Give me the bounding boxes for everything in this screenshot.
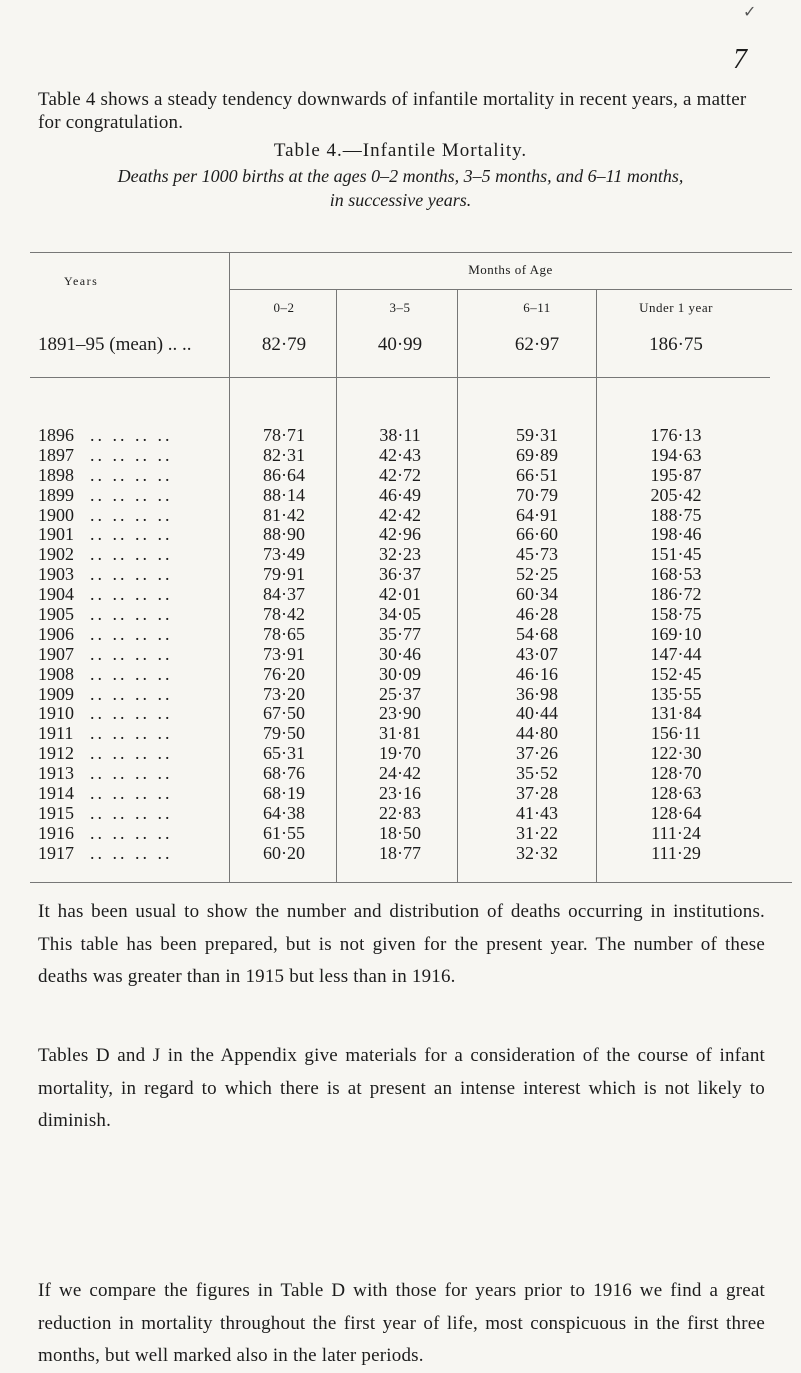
table-row: [0, 465, 801, 485]
row-leader-dots: .. .. .. ..: [90, 524, 173, 545]
row-leader-dots: .. .. .. ..: [90, 464, 173, 485]
row-value-0-2: 61·55: [263, 822, 305, 843]
row-value-under-1: 151·45: [650, 544, 702, 565]
row-value-3-5: 36·37: [379, 564, 421, 585]
row-value-0-2: 73·49: [263, 544, 305, 565]
mean-value: 82·79: [261, 334, 307, 355]
table-top-rule: [30, 252, 792, 253]
row-leader-dots: .. .. .. ..: [90, 584, 173, 605]
row-value-3-5: 42·96: [379, 524, 421, 545]
row-year: 1900: [38, 504, 74, 525]
row-value-6-11: 64·91: [516, 504, 558, 525]
row-value-0-2: 76·20: [263, 663, 305, 684]
row-leader-dots: .. .. .. ..: [90, 643, 173, 664]
row-value-under-1: 168·53: [650, 564, 702, 585]
row-year: 1912: [38, 743, 74, 764]
row-value-3-5: 42·43: [379, 444, 421, 465]
row-leader-dots: .. .. .. ..: [90, 504, 173, 525]
row-year: 1914: [38, 783, 74, 804]
row-value-6-11: 69·89: [516, 444, 558, 465]
row-value-3-5: 22·83: [379, 802, 421, 823]
mean-label: 1891–95 (mean) .. ..: [38, 334, 192, 355]
row-year: 1907: [38, 643, 74, 664]
paragraph-institutions: It has been usual to show the number and distribution of deaths occurring in institutions. This table has been prepared, but is not given for the present year. The number of these deaths was greater than in 1915 but less than in 1916.: [38, 901, 765, 988]
row-value-6-11: 44·80: [516, 723, 558, 744]
row-year: 1903: [38, 564, 74, 585]
row-value-0-2: 81·42: [263, 504, 305, 525]
row-value-0-2: 73·20: [263, 683, 305, 704]
row-year: 1908: [38, 663, 74, 684]
row-leader-dots: .. .. .. ..: [90, 743, 173, 764]
row-value-0-2: 79·91: [263, 564, 305, 585]
row-value-0-2: 65·31: [263, 743, 305, 764]
row-value-3-5: 30·46: [379, 643, 421, 664]
row-value-6-11: 37·26: [516, 743, 558, 764]
table-row: [0, 644, 801, 664]
col-header-under-1-year: Under 1 year: [639, 300, 713, 315]
row-value-under-1: 176·13: [650, 425, 702, 445]
row-leader-dots: .. .. .. ..: [90, 842, 173, 863]
row-value-3-5: 42·72: [379, 464, 421, 485]
row-leader-dots: .. .. .. ..: [90, 783, 173, 804]
row-value-under-1: 131·84: [650, 703, 702, 724]
row-value-0-2: 88·90: [263, 524, 305, 545]
table-row: [0, 723, 801, 743]
table-row: [0, 823, 801, 843]
row-value-under-1: 128·70: [650, 763, 702, 784]
row-value-under-1: 194·63: [650, 444, 702, 465]
row-value-3-5: 46·49: [379, 484, 421, 505]
row-value-3-5: 25·37: [379, 683, 421, 704]
table-row: [0, 584, 801, 604]
row-leader-dots: .. .. .. ..: [90, 623, 173, 644]
table-subtitle: [0, 164, 801, 212]
row-value-0-2: 78·71: [263, 425, 305, 445]
row-year: 1901: [38, 524, 74, 545]
row-value-0-2: 73·91: [263, 643, 305, 664]
table-row: [0, 783, 801, 803]
row-value-3-5: 23·16: [379, 783, 421, 804]
row-year: 1916: [38, 822, 74, 843]
row-leader-dots: .. .. .. ..: [90, 802, 173, 823]
col-header-3-5: 3–5: [389, 300, 411, 315]
row-value-3-5: 24·42: [379, 763, 421, 784]
row-year: 1906: [38, 623, 74, 644]
row-leader-dots: .. .. .. ..: [90, 544, 173, 565]
row-value-under-1: 128·64: [650, 802, 702, 823]
row-leader-dots: .. .. .. ..: [90, 703, 173, 724]
row-year: 1897: [38, 444, 74, 465]
row-value-under-1: 111·24: [651, 822, 701, 843]
row-value-3-5: 34·05: [379, 604, 421, 625]
table-row: [0, 445, 801, 465]
row-value-under-1: 122·30: [650, 743, 702, 764]
row-value-0-2: 68·19: [263, 783, 305, 804]
row-value-0-2: 88·14: [263, 484, 305, 505]
row-value-6-11: 41·43: [516, 802, 558, 823]
row-value-3-5: 23·90: [379, 703, 421, 724]
row-value-6-11: 31·22: [516, 822, 558, 843]
table-subtitle-line2: in successive years.: [329, 190, 472, 210]
row-value-under-1: 188·75: [650, 504, 702, 525]
mean-row: [0, 334, 801, 364]
row-value-6-11: 43·07: [516, 643, 558, 664]
row-value-0-2: 84·37: [263, 584, 305, 605]
row-year: 1905: [38, 604, 74, 625]
table-row: [0, 703, 801, 723]
row-value-under-1: 111·29: [651, 842, 701, 863]
table-subtitle-line1: Deaths per 1000 births at the ages 0–2 months, 3–5 months, and 6–11 months,: [117, 166, 684, 186]
header-months-of-age: Months of Age: [468, 262, 553, 277]
row-value-under-1: 169·10: [650, 623, 702, 644]
mean-rule-right: [470, 377, 770, 378]
table-row: [0, 425, 801, 445]
row-year: 1915: [38, 802, 74, 823]
mean-value: 62·97: [514, 334, 560, 355]
paragraph-appendix: Tables D and J in the Appendix give materials for a consideration of the course of infant mortality, in regard to which there is at present an intense interest which is not likely to diminish.: [38, 1045, 765, 1132]
tick-mark: ✓: [743, 4, 757, 21]
table-row: [0, 604, 801, 624]
row-value-3-5: 18·77: [379, 842, 421, 863]
row-year: 1904: [38, 584, 74, 605]
row-leader-dots: .. .. .. ..: [90, 822, 173, 843]
row-leader-dots: .. .. .. ..: [90, 484, 173, 505]
table-row: [0, 564, 801, 584]
row-value-6-11: 66·60: [516, 524, 558, 545]
page-number: 7: [733, 44, 747, 75]
row-value-6-11: 46·28: [516, 604, 558, 625]
paragraph-comparison: If we compare the figures in Table D with those for years prior to 1916 we find a great reduction in mortality throughout the first year of life, most conspicuous in the first three months, but well marked also in the later periods.: [38, 1280, 765, 1367]
row-value-under-1: 147·44: [650, 643, 702, 664]
table-row: [0, 843, 801, 863]
row-value-3-5: 38·11: [379, 425, 421, 445]
row-value-under-1: 152·45: [650, 663, 702, 684]
table-row: [0, 524, 801, 544]
row-leader-dots: .. .. .. ..: [90, 683, 173, 704]
row-value-3-5: 30·09: [379, 663, 421, 684]
row-year: 1899: [38, 484, 74, 505]
row-leader-dots: .. .. .. ..: [90, 604, 173, 625]
row-year: 1896: [38, 425, 74, 445]
header-years: Years: [64, 274, 99, 288]
row-year: 1911: [38, 723, 74, 744]
row-year: 1909: [38, 683, 74, 704]
row-value-0-2: 78·65: [263, 623, 305, 644]
intro-paragraph: Table 4 shows a steady tendency downwards of infantile mortality in recent years, a matter for congratulation.: [38, 89, 747, 133]
row-value-0-2: 78·42: [263, 604, 305, 625]
row-value-3-5: 18·50: [379, 822, 421, 843]
row-value-6-11: 60·34: [516, 584, 558, 605]
row-value-3-5: 32·23: [379, 544, 421, 565]
row-value-under-1: 186·72: [650, 584, 702, 605]
row-value-6-11: 45·73: [516, 544, 558, 565]
row-value-0-2: 68·76: [263, 763, 305, 784]
row-value-3-5: 35·77: [379, 623, 421, 644]
row-value-under-1: 135·55: [650, 683, 702, 704]
table-row: [0, 664, 801, 684]
table-row: [0, 544, 801, 564]
row-value-0-2: 64·38: [263, 802, 305, 823]
mean-rule-left: [30, 377, 470, 378]
row-value-6-11: 46·16: [516, 663, 558, 684]
row-leader-dots: .. .. .. ..: [90, 564, 173, 585]
row-value-under-1: 158·75: [650, 604, 702, 625]
row-value-6-11: 66·51: [516, 464, 558, 485]
table-row: [0, 684, 801, 704]
table-row: [0, 803, 801, 823]
mean-value: 40·99: [377, 334, 423, 355]
row-year: 1913: [38, 763, 74, 784]
row-leader-dots: .. .. .. ..: [90, 723, 173, 744]
row-value-6-11: 36·98: [516, 683, 558, 704]
row-value-6-11: 32·32: [516, 842, 558, 863]
row-value-0-2: 86·64: [263, 464, 305, 485]
row-value-6-11: 35·52: [516, 763, 558, 784]
row-value-under-1: 195·87: [650, 464, 702, 485]
row-value-6-11: 52·25: [516, 564, 558, 585]
row-value-3-5: 19·70: [379, 743, 421, 764]
row-value-6-11: 37·28: [516, 783, 558, 804]
row-value-0-2: 67·50: [263, 703, 305, 724]
col-header-6-11: 6–11: [523, 300, 551, 315]
row-year: 1917: [38, 842, 74, 863]
mean-value: 186·75: [649, 334, 703, 355]
row-value-3-5: 42·42: [379, 504, 421, 525]
row-value-6-11: 59·31: [516, 425, 558, 445]
row-value-3-5: 42·01: [379, 584, 421, 605]
table-row: [0, 763, 801, 783]
row-value-6-11: 40·44: [516, 703, 558, 724]
row-year: 1898: [38, 464, 74, 485]
table-body: [0, 425, 801, 863]
row-value-under-1: 205·42: [650, 484, 702, 505]
row-year: 1902: [38, 544, 74, 565]
table-bottom-rule: [30, 882, 792, 883]
row-leader-dots: .. .. .. ..: [90, 663, 173, 684]
table-row: [0, 485, 801, 505]
row-leader-dots: .. .. .. ..: [90, 425, 173, 445]
header-mid-rule: [229, 289, 792, 290]
row-value-0-2: 60·20: [263, 842, 305, 863]
col-header-0-2: 0–2: [273, 300, 295, 315]
row-leader-dots: .. .. .. ..: [90, 763, 173, 784]
row-year: 1910: [38, 703, 74, 724]
row-value-0-2: 82·31: [263, 444, 305, 465]
row-value-6-11: 70·79: [516, 484, 558, 505]
table-title: Table 4.—Infantile Mortality.: [273, 140, 528, 161]
table-row: [0, 743, 801, 763]
row-value-6-11: 54·68: [516, 623, 558, 644]
table-row: [0, 505, 801, 525]
row-value-3-5: 31·81: [379, 723, 421, 744]
row-leader-dots: .. .. .. ..: [90, 444, 173, 465]
table-row: [0, 624, 801, 644]
row-value-under-1: 156·11: [650, 723, 702, 744]
row-value-under-1: 128·63: [650, 783, 702, 804]
row-value-under-1: 198·46: [650, 524, 702, 545]
row-value-0-2: 79·50: [263, 723, 305, 744]
